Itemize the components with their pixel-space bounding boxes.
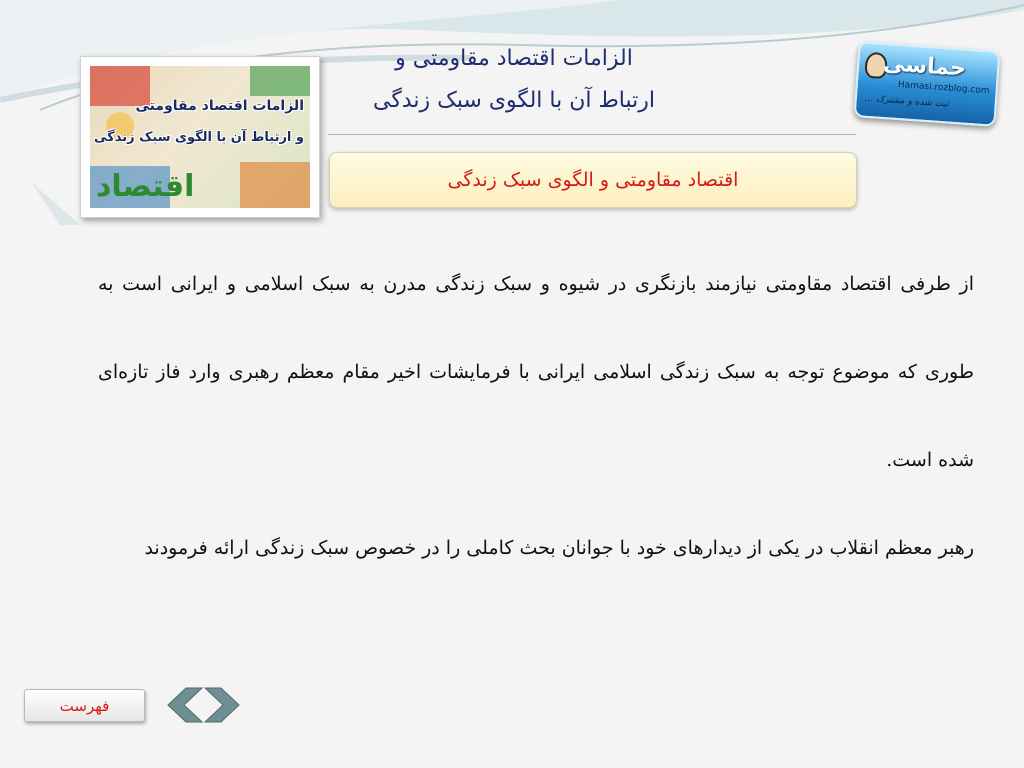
logo-url: Hamasi.rozblog.com (897, 79, 990, 97)
slide-title (294, 44, 734, 116)
previous-arrow-icon[interactable] (166, 686, 204, 724)
logo-tagline: ثبت شده و مشترک ... (864, 93, 949, 110)
thumbnail-text-line1: الزامات اقتصاد مقاومتی (135, 98, 304, 114)
title-divider (328, 134, 856, 135)
menu-button[interactable]: فهرست (24, 689, 145, 722)
thumbnail-big-text: اقتصاد (96, 169, 195, 204)
thumbnail-image (90, 66, 310, 208)
thumbnail-text-line2: و ارتباط آن با الگوی سبک زندگی (93, 130, 304, 145)
slide-thumbnail (80, 56, 320, 218)
subtitle-text: اقتصاد مقاومتی و الگوی سبک زندگی (447, 169, 739, 191)
site-logo (854, 41, 1001, 127)
subtitle-box (329, 152, 857, 208)
body-paragraph: از طرفی اقتصاد مقاومتی نیازمند بازنگری در شیوه و سبک زندگی مدرن به سبک اسلامی و ایرانی است به طوری که موضوع توجه به سبک زندگی اسلامی ایرانی با فرمایشات اخیر مقام معظم رهبری وارد فاز تازه‌ای شده است. (98, 273, 974, 471)
title-line2: ارتباط آن با الگوی سبک زندگی (372, 88, 656, 113)
logo-name: حماسی (882, 50, 967, 82)
slide-body (98, 240, 974, 592)
title-line1: الزامات اقتصاد مقاومتی و (395, 46, 633, 71)
body-paragraph: رهبر معظم انقلاب در یکی از دیدارهای خود با جوانان بحث کاملی را در خصوص سبک زندگی ارائه فرمودند (144, 537, 974, 559)
next-arrow-icon[interactable] (203, 686, 241, 724)
